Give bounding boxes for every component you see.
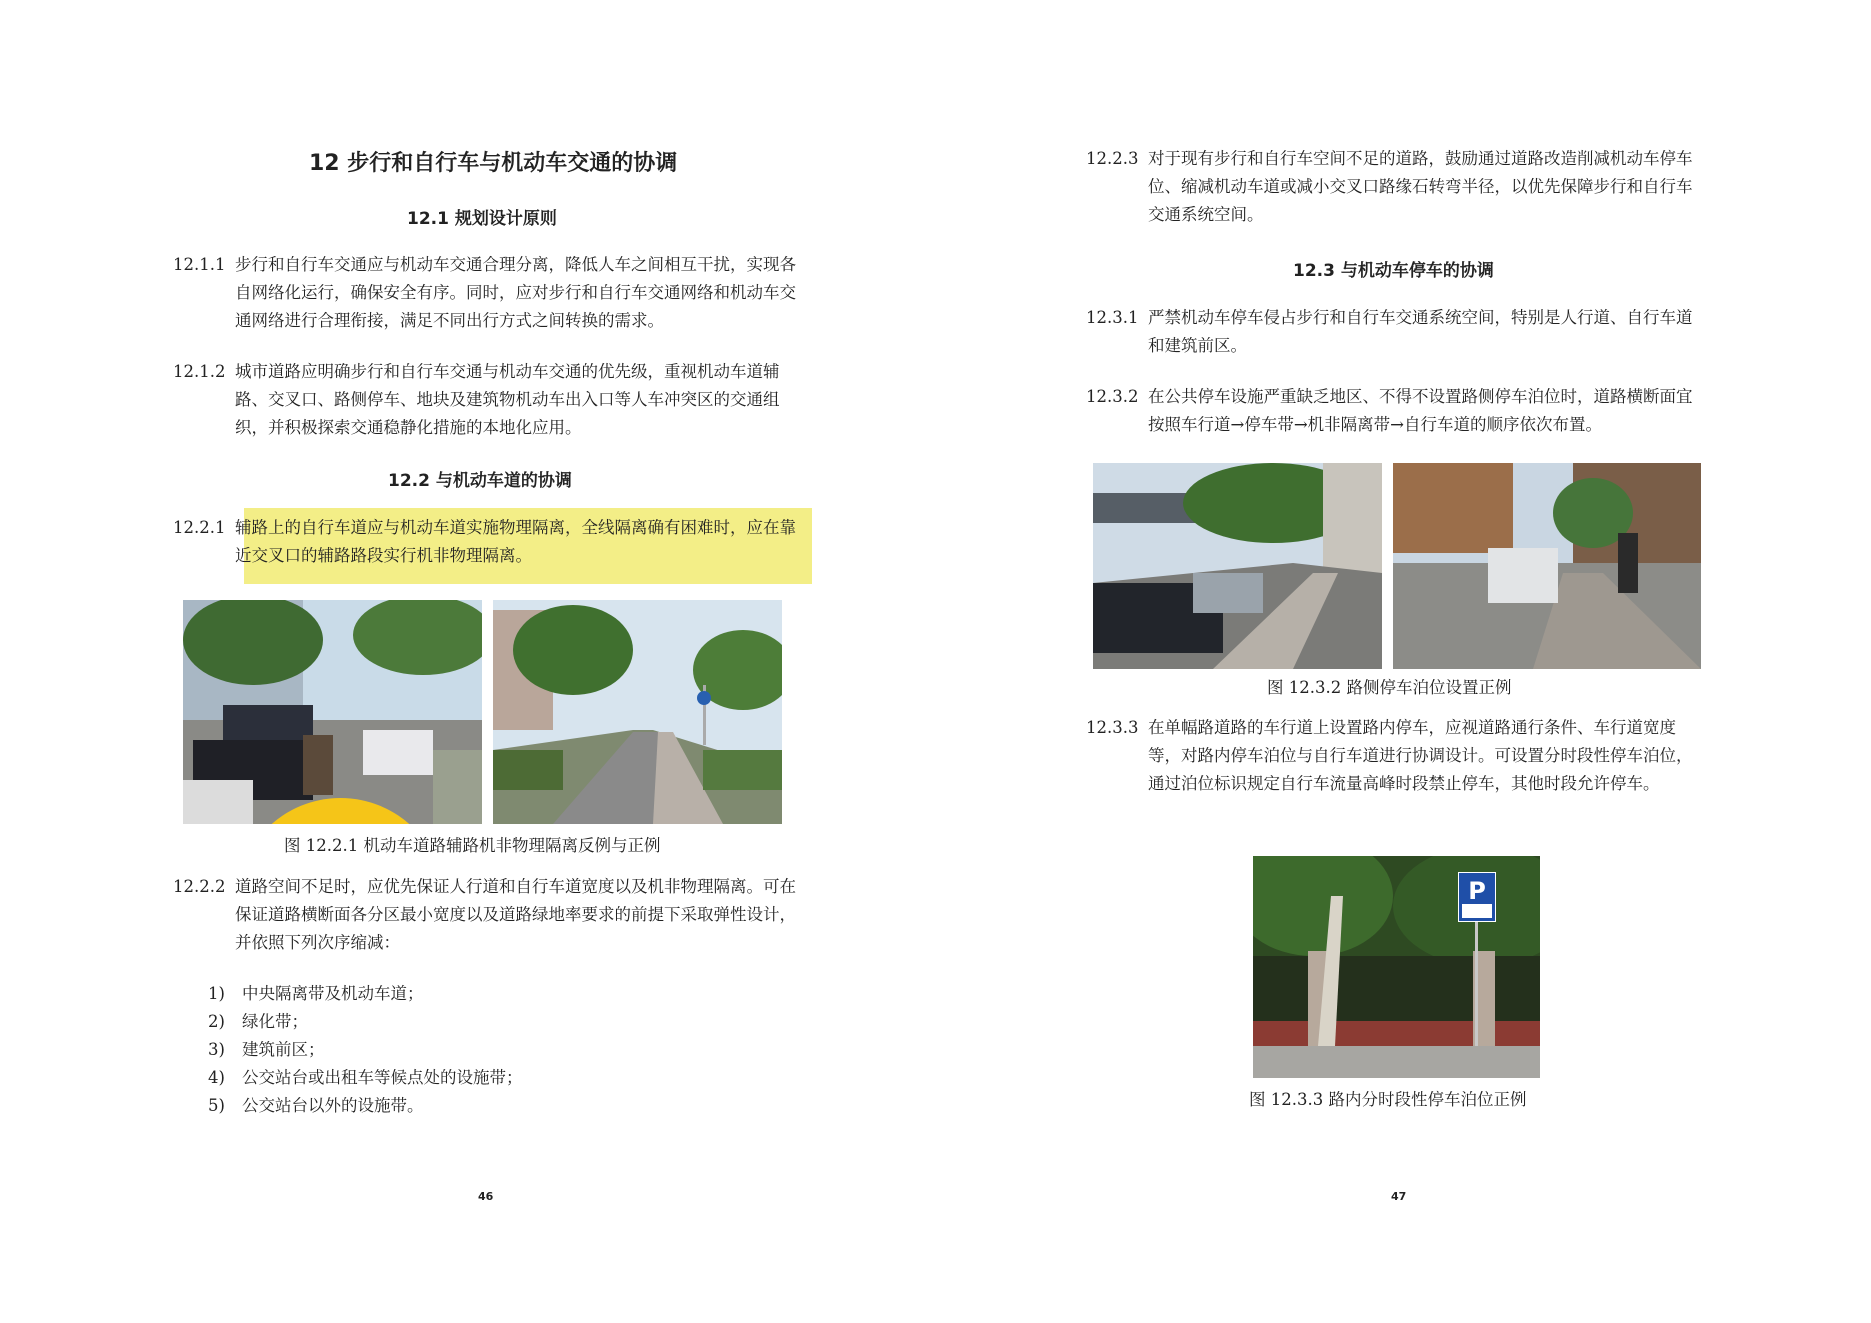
paragraph-12-1-1 — [173, 251, 805, 335]
list-item: 5) 公交站台以外的设施带。 — [208, 1096, 424, 1115]
photo-time-based-parking — [1253, 856, 1540, 1078]
clause-text: 辅路上的自行车道应与机动车道实施物理隔离，全线隔离确有困难时，应在靠近交叉口的辅路路段实行机非物理隔离。 — [235, 518, 796, 565]
chapter-title: 12 步行和自行车与机动车交通的协调 — [309, 151, 678, 176]
paragraph-12-1-2 — [173, 358, 805, 442]
clause-number: 12.2.2 — [173, 877, 226, 896]
paragraph-12-2-1 — [173, 514, 805, 570]
paragraph-12-2-2 — [173, 873, 805, 957]
figure-caption-12-3-3: 图 12.3.3 路内分时段性停车泊位正例 — [1249, 1090, 1527, 1109]
happy-face-icon — [1343, 635, 1382, 669]
svg-text:P: P — [1468, 877, 1486, 905]
happy-face-icon — [1663, 635, 1701, 669]
section-heading-12-2: 12.2 与机动车道的协调 — [388, 471, 572, 491]
reduction-order-list — [208, 980, 523, 1120]
list-item: 1) 中央隔离带及机动车道； — [208, 984, 424, 1003]
figure-caption-12-2-1: 图 12.2.1 机动车道路辅路机非物理隔离反例与正例 — [284, 836, 661, 855]
photo-negative-example — [183, 600, 482, 824]
clause-number: 12.1.2 — [173, 362, 226, 381]
clause-text: 步行和自行车交通应与机动车交通合理分离，降低人车之间相互干扰，实现各自网络化运行，确保安全有序。同时，应对步行和自行车交通网络和机动车交通网络进行合理衔接，满足不同出行方式之间转换的需求。 — [235, 255, 796, 330]
clause-text: 道路空间不足时，应优先保证人行道和自行车道宽度以及机非物理隔离。可在保证道路横断面各分区最小宽度以及道路绿地率要求的前提下采取弹性设计，并依照下列次序缩减： — [235, 877, 796, 952]
photo-roadside-parking-2 — [1393, 463, 1701, 669]
clause-number: 12.3.1 — [1086, 308, 1139, 327]
clause-text: 城市道路应明确步行和自行车交通与机动车交通的优先级，重视机动车道辅路、交叉口、路侧停车、地块及建筑物机动车出入口等人车冲突区的交通组织，并积极探索交通稳静化措施的本地化应用。 — [235, 362, 780, 437]
happy-face-icon — [748, 790, 782, 824]
paragraph-12-2-3 — [1086, 145, 1706, 229]
clause-number: 12.3.2 — [1086, 387, 1139, 406]
clause-number: 12.2.1 — [173, 518, 226, 537]
section-heading-12-1: 12.1 规划设计原则 — [407, 209, 557, 229]
clause-number: 12.3.3 — [1086, 718, 1139, 737]
list-item: 2) 绿化带； — [208, 1012, 308, 1031]
photo-positive-example — [493, 600, 782, 824]
paragraph-12-3-1 — [1086, 304, 1706, 360]
sad-face-icon — [191, 790, 482, 824]
page-number-right: 47 — [1391, 1190, 1407, 1203]
page-number-left: 46 — [478, 1190, 494, 1203]
clause-number: 12.1.1 — [173, 255, 226, 274]
section-heading-12-3: 12.3 与机动车停车的协调 — [1293, 261, 1494, 281]
parking-sign-icon — [1458, 872, 1496, 922]
clause-text: 在单幅路道路的车行道上设置路内停车，应视道路通行条件、车行道宽度等，对路内停车泊位与自行车道进行协调设计。可设置分时段性停车泊位，通过泊位标识规定自行车流量高峰时段禁止停车，其他时段允许停车。 — [1148, 718, 1693, 793]
list-item: 4) 公交站台或出租车等候点处的设施带； — [208, 1068, 523, 1087]
figure-caption-12-3-2: 图 12.3.2 路侧停车泊位设置正例 — [1267, 678, 1512, 697]
clause-text: 对于现有步行和自行车空间不足的道路，鼓励通过道路改造削减机动车停车位、缩减机动车道或减小交叉口路缘石转弯半径，以优先保障步行和自行车交通系统空间。 — [1148, 149, 1693, 224]
clause-text: 在公共停车设施严重缺乏地区、不得不设置路侧停车泊位时，道路横断面宜按照车行道→停车带→机非隔离带→自行车道的顺序依次布置。 — [1148, 387, 1693, 434]
photo-roadside-parking-1 — [1093, 463, 1382, 669]
happy-face-icon — [1503, 1046, 1540, 1078]
paragraph-12-3-3 — [1086, 714, 1706, 826]
clause-text: 严禁机动车停车侵占步行和自行车交通系统空间，特别是人行道、自行车道和建筑前区。 — [1148, 308, 1693, 355]
paragraph-12-3-2 — [1086, 383, 1706, 439]
list-item: 3) 建筑前区； — [208, 1040, 325, 1059]
clause-number: 12.2.3 — [1086, 149, 1139, 168]
